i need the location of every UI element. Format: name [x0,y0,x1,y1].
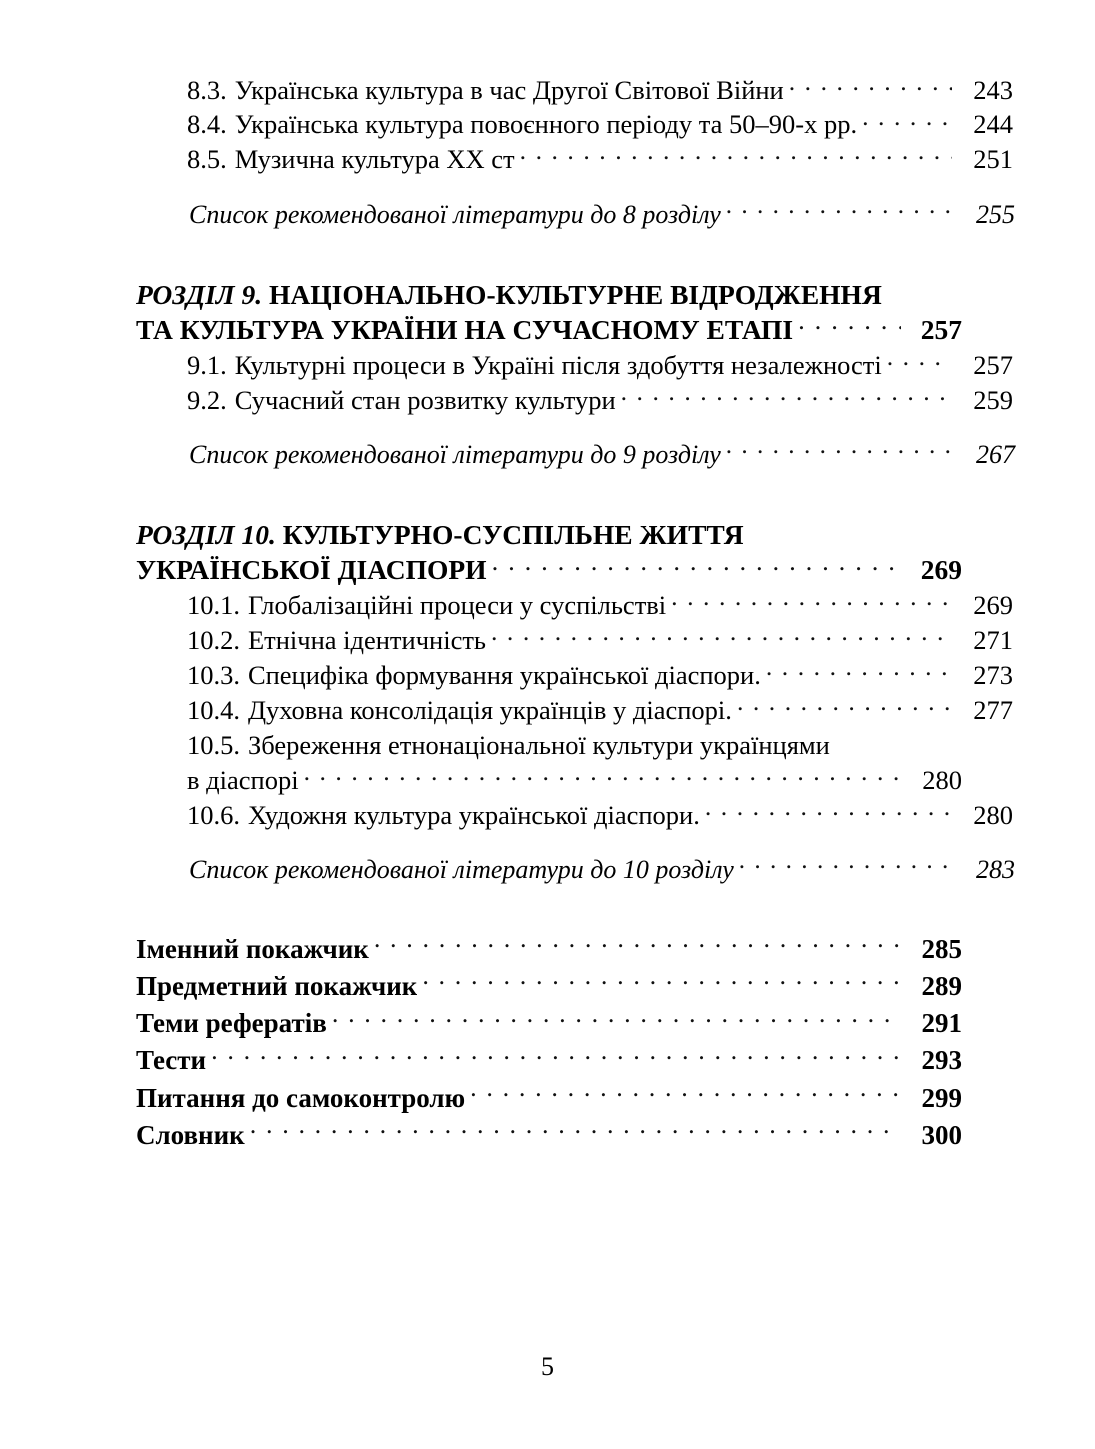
dot-leader [726,197,954,223]
dot-leader [789,72,952,99]
toc-entry-title: Українська культура повоєнного періоду та 50–90-х рр. [234,109,858,140]
toc-entry-page: 300 [921,1119,962,1150]
chapter-9-section-group [136,347,1015,472]
toc-entry-8-3[interactable] [136,72,1013,107]
toc-entry-essay-topics[interactable] [136,1005,962,1042]
chapter-9-number: РОЗДІЛ 9. [136,278,263,310]
dot-leader [766,658,952,685]
chapter-9-heading-line-1 [136,278,962,312]
toc-entry-page: 273 [973,660,1013,691]
toc-entry-glossary[interactable] [136,1117,962,1154]
toc-entry-10-5-line-1 [187,728,962,762]
toc-entry-title: Духовна консолідація українців у діаспорі. [247,695,732,726]
toc-bibliography-label: Список рекомендованої літератури до 10 розділу [189,854,734,884]
toc-entry-8-5[interactable] [136,142,1013,177]
toc-entry-number: 10.4. [187,695,240,726]
chapter-10-title-line-2: УКРАЇНСЬКОЇ ДІАСПОРИ [136,554,487,586]
toc-entry-title: Специфіка формування української діаспори. [247,660,761,691]
toc-entry-page: 244 [973,109,1013,140]
dot-leader [621,382,952,409]
toc-entry-name-index[interactable] [136,931,962,968]
toc-entry-10-2[interactable] [136,623,1013,658]
chapter-9-heading-group[interactable] [136,278,962,348]
dot-leader [422,968,901,995]
toc-entry-page: 277 [973,695,1013,726]
chapter-10-page: 269 [920,554,962,586]
toc-content [136,72,1015,1154]
toc-entry-number: 10.6. [187,799,240,830]
dot-leader [250,1117,901,1144]
dot-leader [374,931,901,958]
toc-entry-page: 289 [921,970,962,1001]
toc-entry-page: 285 [921,933,962,964]
toc-bibliography-page: 255 [976,199,1015,229]
backmatter-group [136,931,962,1155]
chapter-9-title-line-2: ТА КУЛЬТУРА УКРАЇНИ НА СУЧАСНОМУ ЕТАПІ [136,313,794,345]
toc-entry-title: Художня культура української діаспори. [247,799,700,830]
toc-entry-label: Іменний покажчик [136,933,369,964]
chapter-9-page: 257 [920,313,962,345]
toc-entry-page: 299 [921,1082,962,1113]
toc-entry-number: 10.3. [187,660,240,691]
dot-leader [862,107,952,134]
toc-entry-page: 271 [973,625,1013,656]
toc-entry-number: 10.5. [187,729,240,760]
toc-entry-10-4[interactable] [136,693,1013,728]
toc-entry-label [187,588,666,622]
toc-entry-8-4[interactable] [136,107,1013,142]
toc-entry-page: 280 [973,799,1013,830]
toc-entry-title: Сучасний стан розвитку культури [234,384,616,415]
toc-entry-page: 243 [973,74,1013,105]
chapter-10-section-group [136,588,1015,887]
toc-entry-label [187,348,882,382]
chapter-8-section-group [136,72,1015,232]
toc-entry-title-continued: в діаспорі [187,764,299,795]
toc-entry-title: Музична культура ХХ ст [234,144,515,175]
chapter-10-number: РОЗДІЛ 10. [136,519,276,551]
toc-entry-label [187,142,515,176]
toc-bibliography-chapter-8[interactable] [136,197,1015,232]
toc-entry-label: Теми рефератів [136,1008,327,1039]
toc-entry-9-1[interactable] [136,347,1013,382]
toc-entry-10-6[interactable] [136,797,1013,832]
toc-entry-10-3[interactable] [136,658,1013,693]
dot-leader [491,623,952,650]
toc-entry-label [187,107,857,141]
toc-entry-label: Тести [136,1045,207,1076]
toc-entry-number: 9.2. [187,384,227,415]
toc-entry-9-2[interactable] [136,382,1013,417]
toc-bibliography-label: Список рекомендованої літератури до 9 розділу [189,440,721,470]
dot-leader [726,437,954,463]
toc-entry-label [187,623,486,657]
toc-entry-label [187,658,761,692]
dot-leader [492,552,901,580]
toc-bibliography-chapter-9[interactable] [136,437,1015,472]
chapter-10-title-line-1: КУЛЬТУРНО-СУСПІЛЬНЕ ЖИТТЯ [282,519,744,551]
toc-entry-10-5-line-2 [187,762,962,797]
toc-entry-self-control-questions[interactable] [136,1080,962,1117]
chapter-10-heading-group[interactable] [136,518,962,588]
toc-entry-number: 8.3. [187,74,227,105]
toc-bibliography-page: 283 [976,854,1015,884]
toc-entry-number: 10.2. [187,625,240,656]
page-folio: 5 [541,1352,554,1381]
toc-entry-title: Культурні процеси в Україні після здобуття незалежності [234,349,882,380]
toc-entry-label: Предметний покажчик [136,970,418,1001]
toc-entry-title: Етнічна ідентичність [247,625,486,656]
toc-entry-label [187,383,616,417]
dot-leader [470,1080,901,1107]
chapter-10-heading-line-1 [136,518,962,552]
dot-leader [705,797,952,824]
toc-entry-title: Збереження етнонаціональної культури українцями [247,729,830,760]
toc-entry-label: Словник [136,1119,245,1150]
toc-entry-label [187,73,784,107]
dot-leader [671,588,952,615]
toc-entry-subject-index[interactable] [136,968,962,1005]
toc-entry-page: 257 [973,349,1013,380]
dot-leader [739,852,954,878]
toc-entry-number: 8.5. [187,144,227,175]
toc-entry-number: 8.4. [187,109,227,140]
toc-entry-page: 291 [921,1008,962,1039]
toc-entry-page: 259 [973,384,1013,415]
toc-bibliography-page: 267 [976,440,1015,470]
dot-leader [798,311,901,339]
toc-entry-page: 269 [973,590,1013,621]
toc-entry-number: 10.1. [187,590,240,621]
toc-bibliography-chapter-10[interactable] [136,852,1015,887]
dot-leader [211,1042,901,1069]
dot-leader [887,347,952,374]
toc-entry-title: Глобалізаційні процеси у суспільстві [247,590,667,621]
chapter-9-heading-line-2 [136,311,962,347]
toc-entry-page: 293 [921,1045,962,1076]
toc-entry-tests[interactable] [136,1042,962,1079]
chapter-10-heading-line-2 [136,552,962,588]
toc-entry-label: Питання до самоконтролю [136,1082,466,1113]
toc-entry-page: 251 [973,144,1013,175]
dot-leader [520,142,952,169]
dot-leader [737,693,952,720]
toc-entry-label [187,798,700,832]
toc-entry-10-1[interactable] [136,588,1013,623]
dot-leader [304,762,901,789]
chapter-9-title-line-1: НАЦІОНАЛЬНО-КУЛЬТУРНЕ ВІДРОДЖЕННЯ [269,278,882,310]
toc-entry-page: 280 [922,764,962,795]
dot-leader [332,1005,901,1032]
toc-bibliography-label: Список рекомендованої літератури до 8 розділу [189,199,721,229]
toc-entry-number: 9.1. [187,349,227,380]
toc-entry-title: Українська культура в час Другої Світової Війни [234,74,784,105]
toc-entry-label [187,693,732,727]
toc-entry-10-5[interactable] [136,728,962,797]
